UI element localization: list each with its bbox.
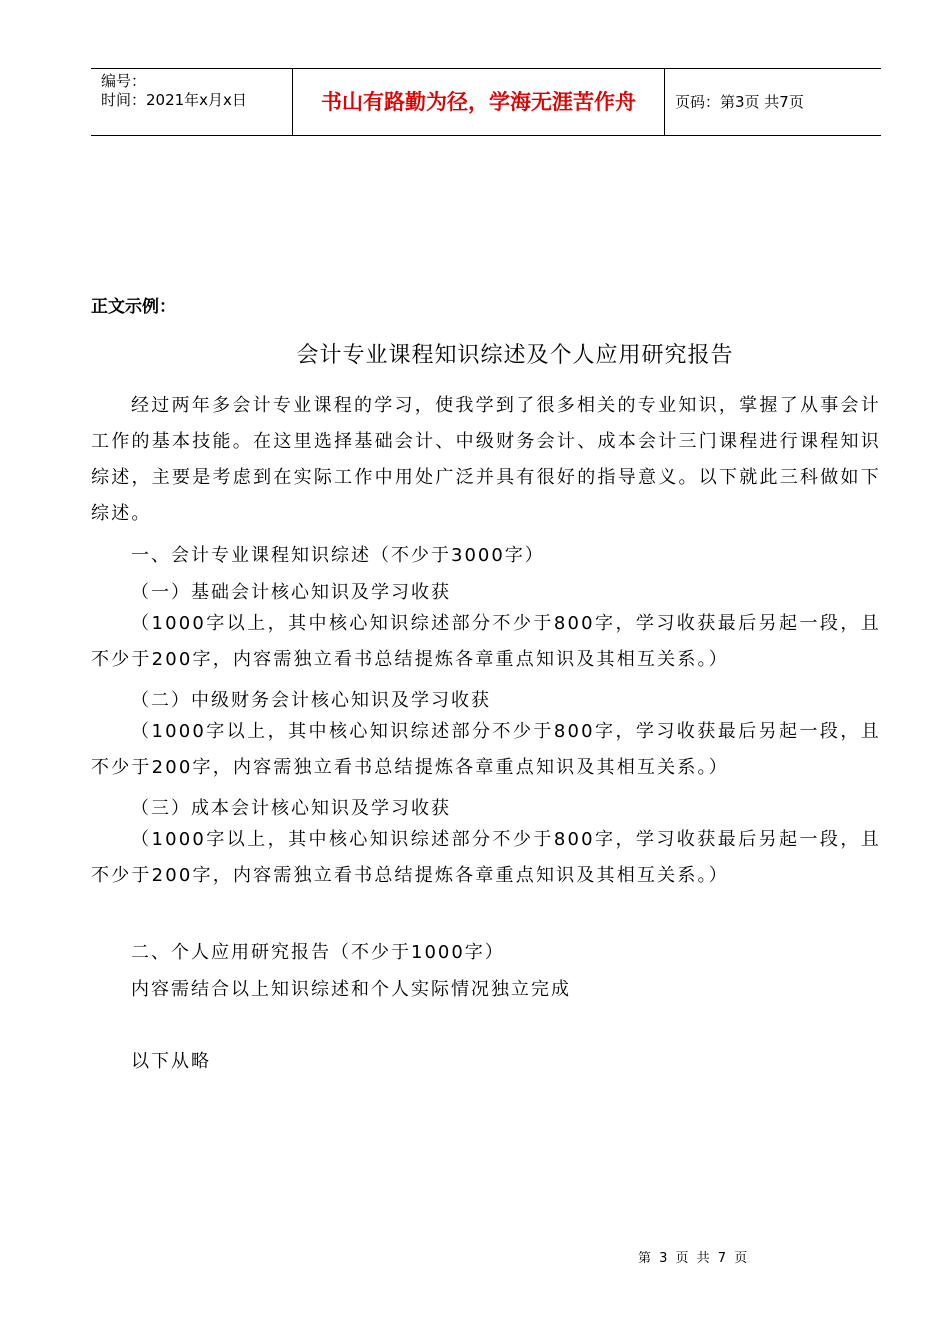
header-meta xyxy=(91,69,293,135)
header-page-info: 页码：第3页 共7页 xyxy=(675,93,804,111)
sub3-note: （1000字以上，其中核心知识综述部分不少于800字，学习收获最后另起一段，且不少于200字，内容需独立看书总结提炼各章重点知识及其相互关系。） xyxy=(91,829,881,886)
section2-heading: 二、个人应用研究报告（不少于1000字） xyxy=(131,942,505,963)
section2-note: 内容需结合以上知识综述和个人实际情况独立完成 xyxy=(131,979,571,1000)
doc-number-label: 编号： xyxy=(101,72,147,90)
sub2-note: （1000字以上，其中核心知识综述部分不少于800字，学习收获最后另起一段，且不少于200字，内容需独立看书总结提炼各章重点知识及其相互关系。） xyxy=(91,721,881,778)
page-header xyxy=(91,68,881,136)
header-motto: 书山有路勤为径，学海无涯苦作舟 xyxy=(293,69,665,135)
sub2-heading: （二）中级财务会计核心知识及学习收获 xyxy=(131,690,491,711)
document-title: 会计专业课程知识综述及个人应用研究报告 xyxy=(296,343,734,368)
page-footer: 第 3 页 共 7 页 xyxy=(638,1251,750,1266)
example-label: 正文示例： xyxy=(91,297,176,317)
intro-paragraph: 经过两年多会计专业课程的学习，使我学到了很多相关的专业知识，掌握了从事会计工作的基本技能。在这里选择基础会计、中级财务会计、成本会计三门课程进行课程知识综述，主要是考虑到在实际工作中用处广泛并具有很好的指导意义。以下就此三科做如下综述。 xyxy=(91,395,881,524)
sub3-heading: （三）成本会计核心知识及学习收获 xyxy=(131,798,451,819)
omitted-note: 以下从略 xyxy=(131,1051,211,1072)
sub1-note: （1000字以上，其中核心知识综述部分不少于800字，学习收获最后另起一段，且不少于200字，内容需独立看书总结提炼各章重点知识及其相互关系。） xyxy=(91,613,881,670)
doc-time-label: 时间：2021年x月x日 xyxy=(101,91,247,109)
section1-heading: 一、会计专业课程知识综述（不少于3000字） xyxy=(131,545,545,566)
sub1-heading: （一）基础会计核心知识及学习收获 xyxy=(131,582,451,603)
